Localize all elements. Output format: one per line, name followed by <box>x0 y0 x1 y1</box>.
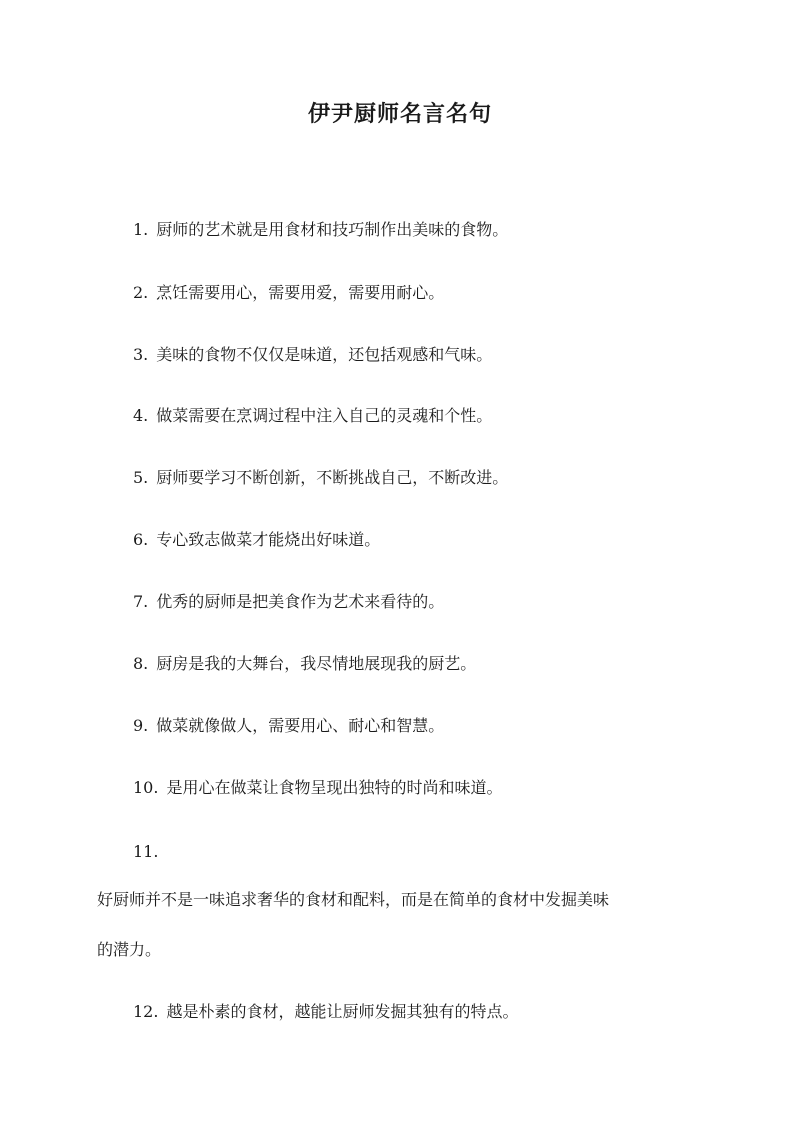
list-item <box>133 1002 518 1022</box>
list-item <box>133 716 444 736</box>
item-number: 7. <box>133 592 149 611</box>
page-title: 伊尹厨师名言名句 <box>307 101 492 127</box>
list-item <box>133 530 380 550</box>
list-item <box>133 345 492 365</box>
item-text: 厨师的艺术就是用食材和技巧制作出美味的食物。 <box>156 220 509 239</box>
item-text: 优秀的厨师是把美食作为艺术来看待的。 <box>156 592 445 611</box>
list-item <box>133 842 166 862</box>
item-text: 做菜就像做人，需要用心、耐心和智慧。 <box>156 716 445 735</box>
item-text-line-2: 的潜力。 <box>97 940 162 959</box>
list-item <box>133 468 508 488</box>
item-number: 2. <box>133 283 149 302</box>
item-text: 厨房是我的大舞台，我尽情地展现我的厨艺。 <box>156 654 477 673</box>
list-item <box>133 654 476 674</box>
item-number: 1. <box>133 220 149 239</box>
list-item <box>133 592 444 612</box>
item-text: 美味的食物不仅仅是味道，还包括观感和气味。 <box>156 345 493 364</box>
item-number: 9. <box>133 716 149 735</box>
list-item <box>133 406 492 426</box>
item-number: 11. <box>133 842 159 861</box>
item-text: 烹饪需要用心，需要用爱，需要用耐心。 <box>156 283 445 302</box>
item-number: 8. <box>133 654 149 673</box>
item-number: 6. <box>133 530 149 549</box>
item-text: 是用心在做菜让食物呈现出独特的时尚和味道。 <box>166 778 503 797</box>
item-text: 厨师要学习不断创新，不断挑战自己，不断改进。 <box>156 468 509 487</box>
item-number: 10. <box>133 778 159 797</box>
list-item <box>133 220 508 240</box>
item-number: 4. <box>133 406 149 425</box>
item-number: 5. <box>133 468 149 487</box>
item-number: 12. <box>133 1002 159 1021</box>
item-number: 3. <box>133 345 149 364</box>
item-text: 做菜需要在烹调过程中注入自己的灵魂和个性。 <box>156 406 493 425</box>
list-item <box>133 283 444 303</box>
item-text-line-1: 好厨师并不是一味追求奢华的食材和配料，而是在简单的食材中发掘美味 <box>97 890 610 909</box>
item-text: 专心致志做菜才能烧出好味道。 <box>156 530 381 549</box>
item-text: 越是朴素的食材，越能让厨师发掘其独有的特点。 <box>166 1002 519 1021</box>
list-item <box>133 778 502 798</box>
